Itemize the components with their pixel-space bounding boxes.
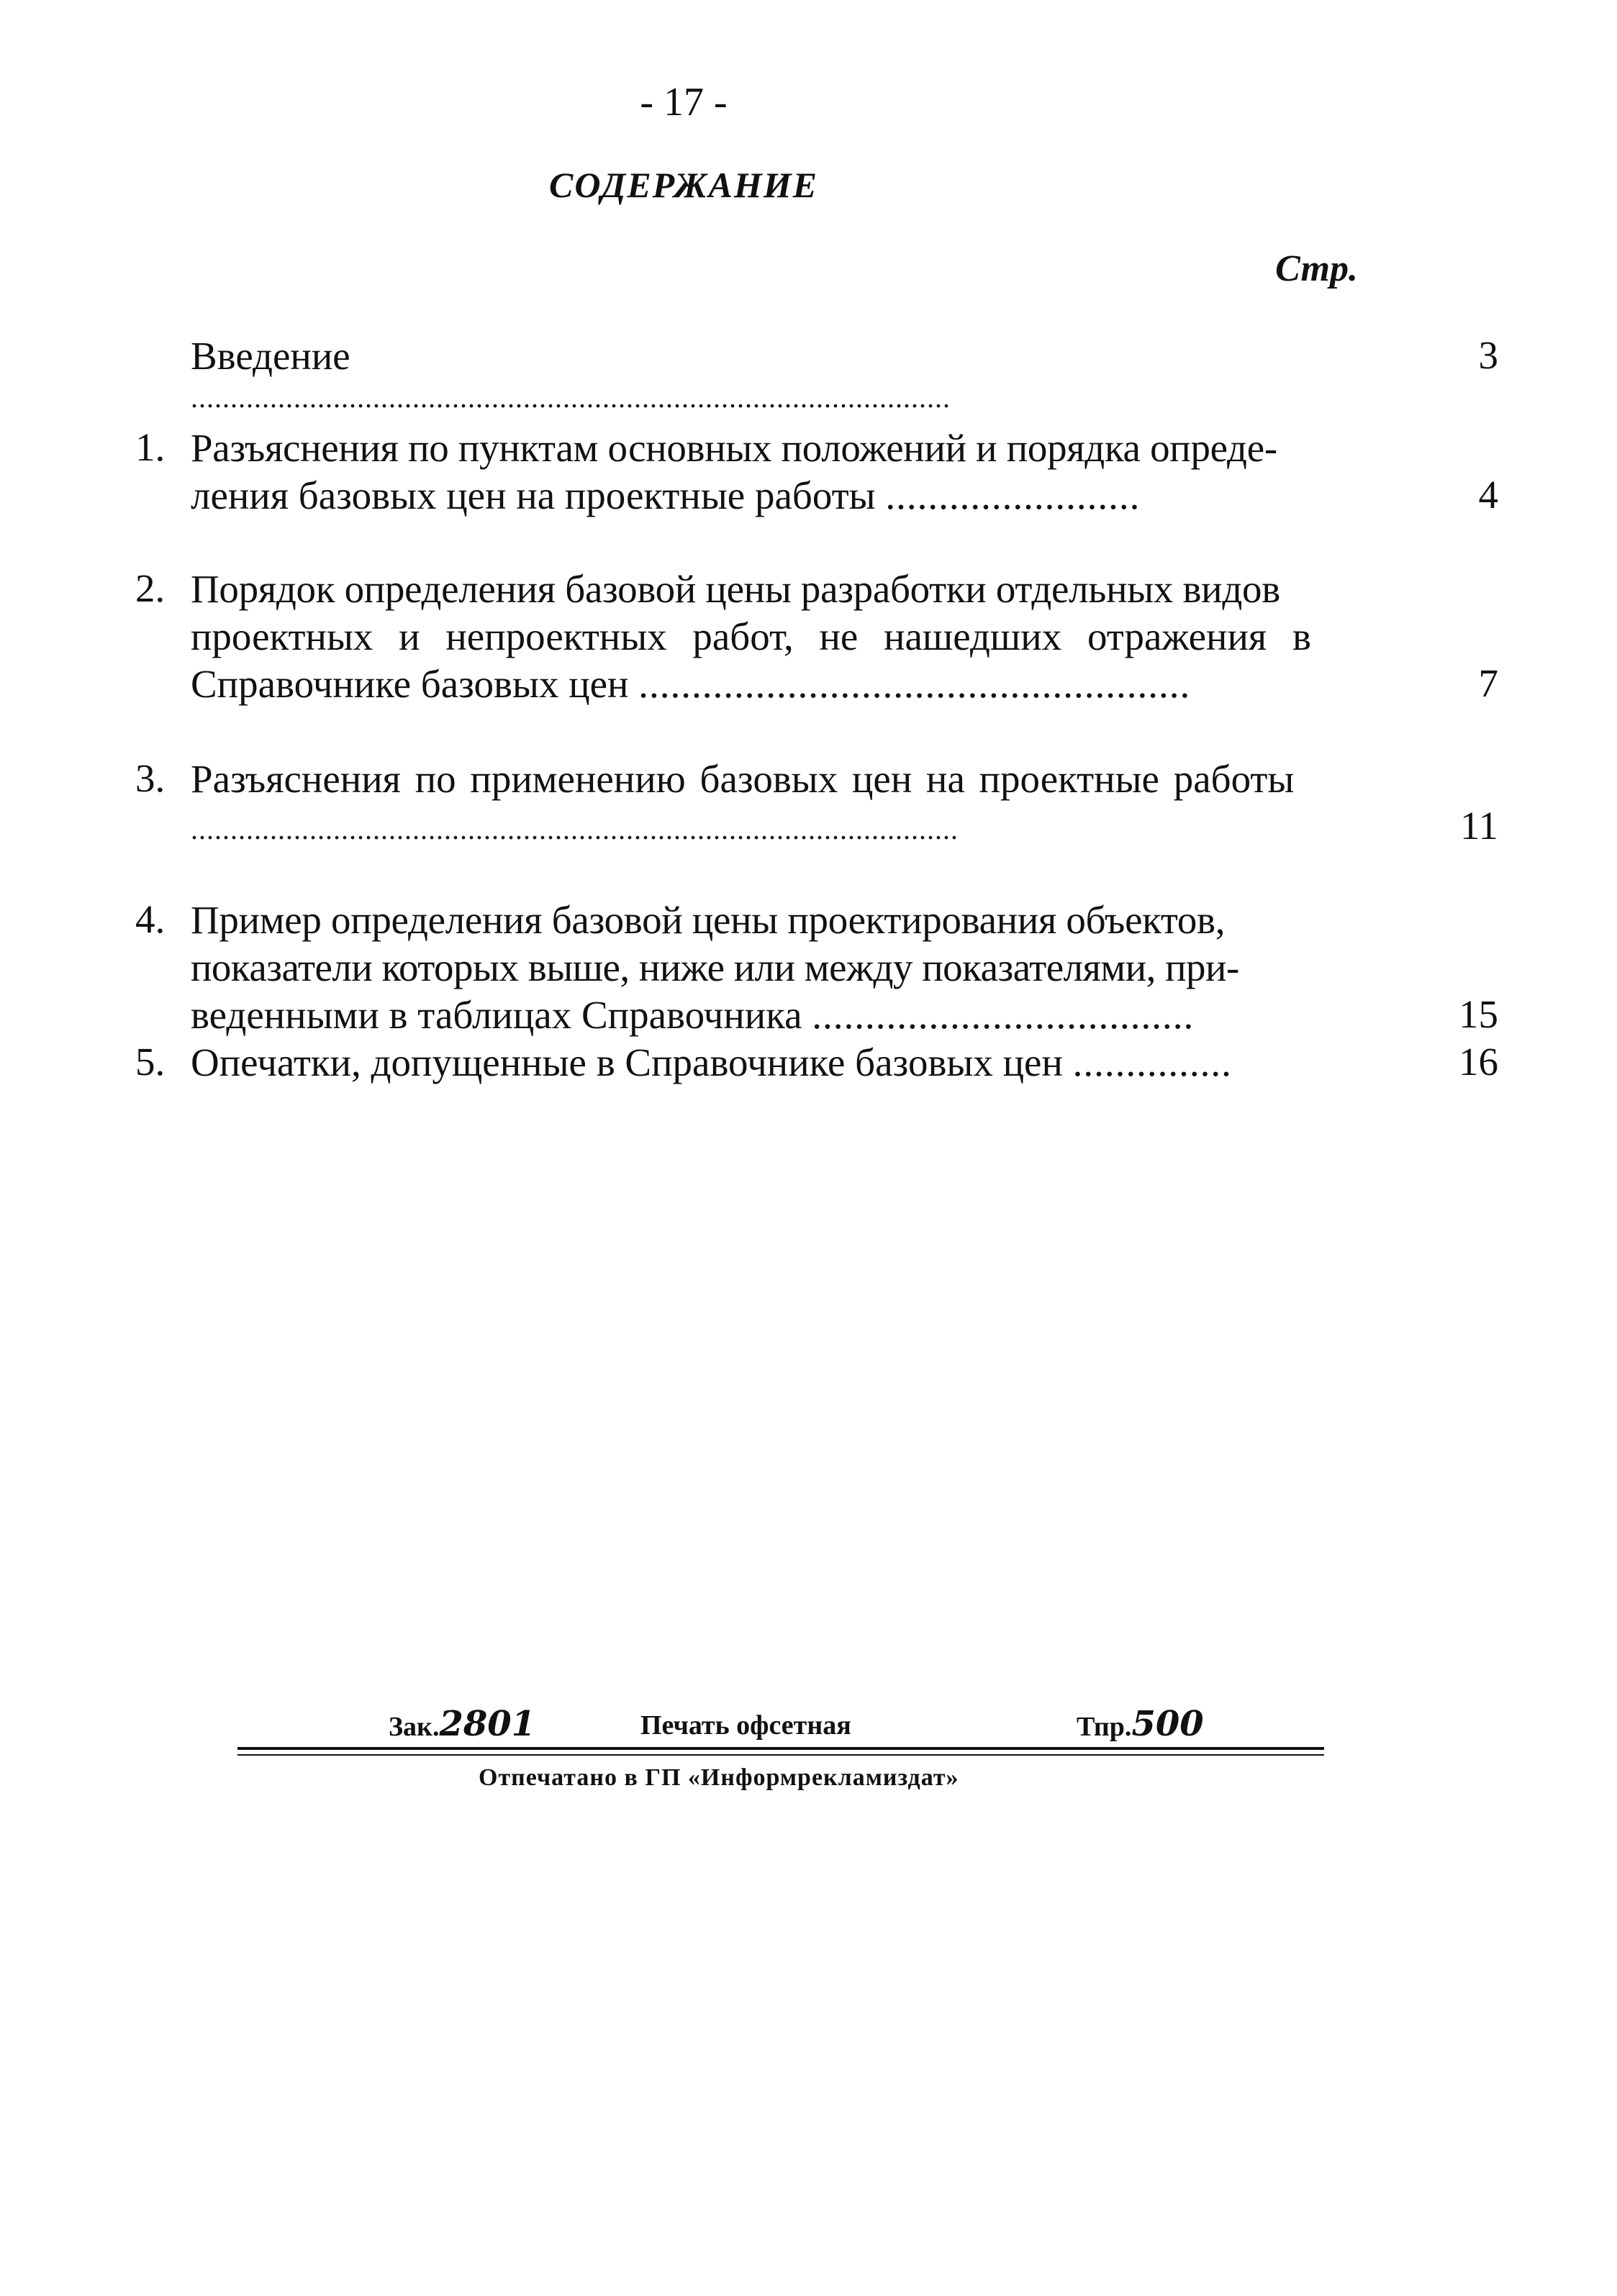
order-number: 2801 (439, 1704, 536, 1744)
page-number: - 17 - (640, 80, 728, 124)
toc-entry-text: Справочнике базовых цен (191, 662, 629, 706)
toc-entry-page: 15 (1459, 992, 1498, 1036)
toc-entry-line: Пример определения базовой цены проектирования объектов, (191, 898, 1226, 942)
toc-entry-line: Разъяснения по применению базовых цен на проектные работы (191, 757, 1295, 801)
order-info (389, 1704, 535, 1744)
toc-entry-text: веденными в таблицах Справочника (191, 993, 802, 1037)
toc-entry-dots: .................................... (812, 993, 1195, 1037)
page-title: СОДЕРЖАНИЕ (548, 165, 819, 205)
toc-entry-line (191, 1039, 1232, 1086)
toc-entry-number: 4. (135, 897, 166, 941)
page-column-label: Стр. (1275, 248, 1358, 289)
toc-entry-line (191, 472, 1140, 519)
toc-entry-line: Порядок определения базовой цены разработки отдельных видов (191, 567, 1280, 611)
toc-entry-text: Опечатки, допущенные в Справочнике базовых цен (191, 1040, 1063, 1084)
toc-entry-number: 1. (135, 425, 166, 469)
toc-entry-page: 4 (1478, 473, 1498, 517)
imprint-divider-thin (237, 1754, 1324, 1756)
order-label: Зак. (389, 1712, 440, 1742)
toc-entry-dots: .................................................... (638, 662, 1191, 706)
copies-label: Тпр. (1077, 1712, 1132, 1742)
toc-entry-page: 7 (1478, 661, 1498, 705)
toc-entry-dots: ............... (1072, 1040, 1232, 1084)
toc-entry-dots: ........................ (885, 473, 1141, 517)
toc-entry-line: показатели которых выше, ниже или между показателями, при- (191, 945, 1239, 989)
printed-by: Отпечатано в ГП «Информрекламиздат» (479, 1764, 959, 1791)
toc-intro-label: Введение (191, 334, 350, 378)
toc-entry-number: 5. (135, 1040, 166, 1084)
toc-intro-page: 3 (1478, 333, 1498, 377)
toc-entry-page: 11 (1460, 804, 1498, 848)
toc-entry-text: ления базовых цен на проектные работы (191, 473, 876, 517)
toc-entry-dots: ................................................................................................. (191, 813, 959, 845)
print-type: Печать офсетная (640, 1710, 851, 1741)
toc-entry-line: Разъяснения по пунктам основных положений и порядка опреде- (191, 426, 1277, 470)
toc-entry-line: проектных и непроектных работ, не нашедших отражения в (191, 614, 1311, 658)
toc-entry-number: 2. (135, 566, 166, 610)
toc-entry-page: 16 (1459, 1040, 1498, 1084)
imprint-divider (237, 1747, 1324, 1750)
toc-entry-line (191, 992, 1194, 1039)
copies-info (1077, 1704, 1204, 1744)
copies-number: 500 (1131, 1704, 1204, 1744)
toc-entry-line (191, 661, 1190, 708)
toc-intro-dots: ................................................................................................ (191, 381, 951, 414)
toc-entry-number: 3. (135, 756, 166, 800)
